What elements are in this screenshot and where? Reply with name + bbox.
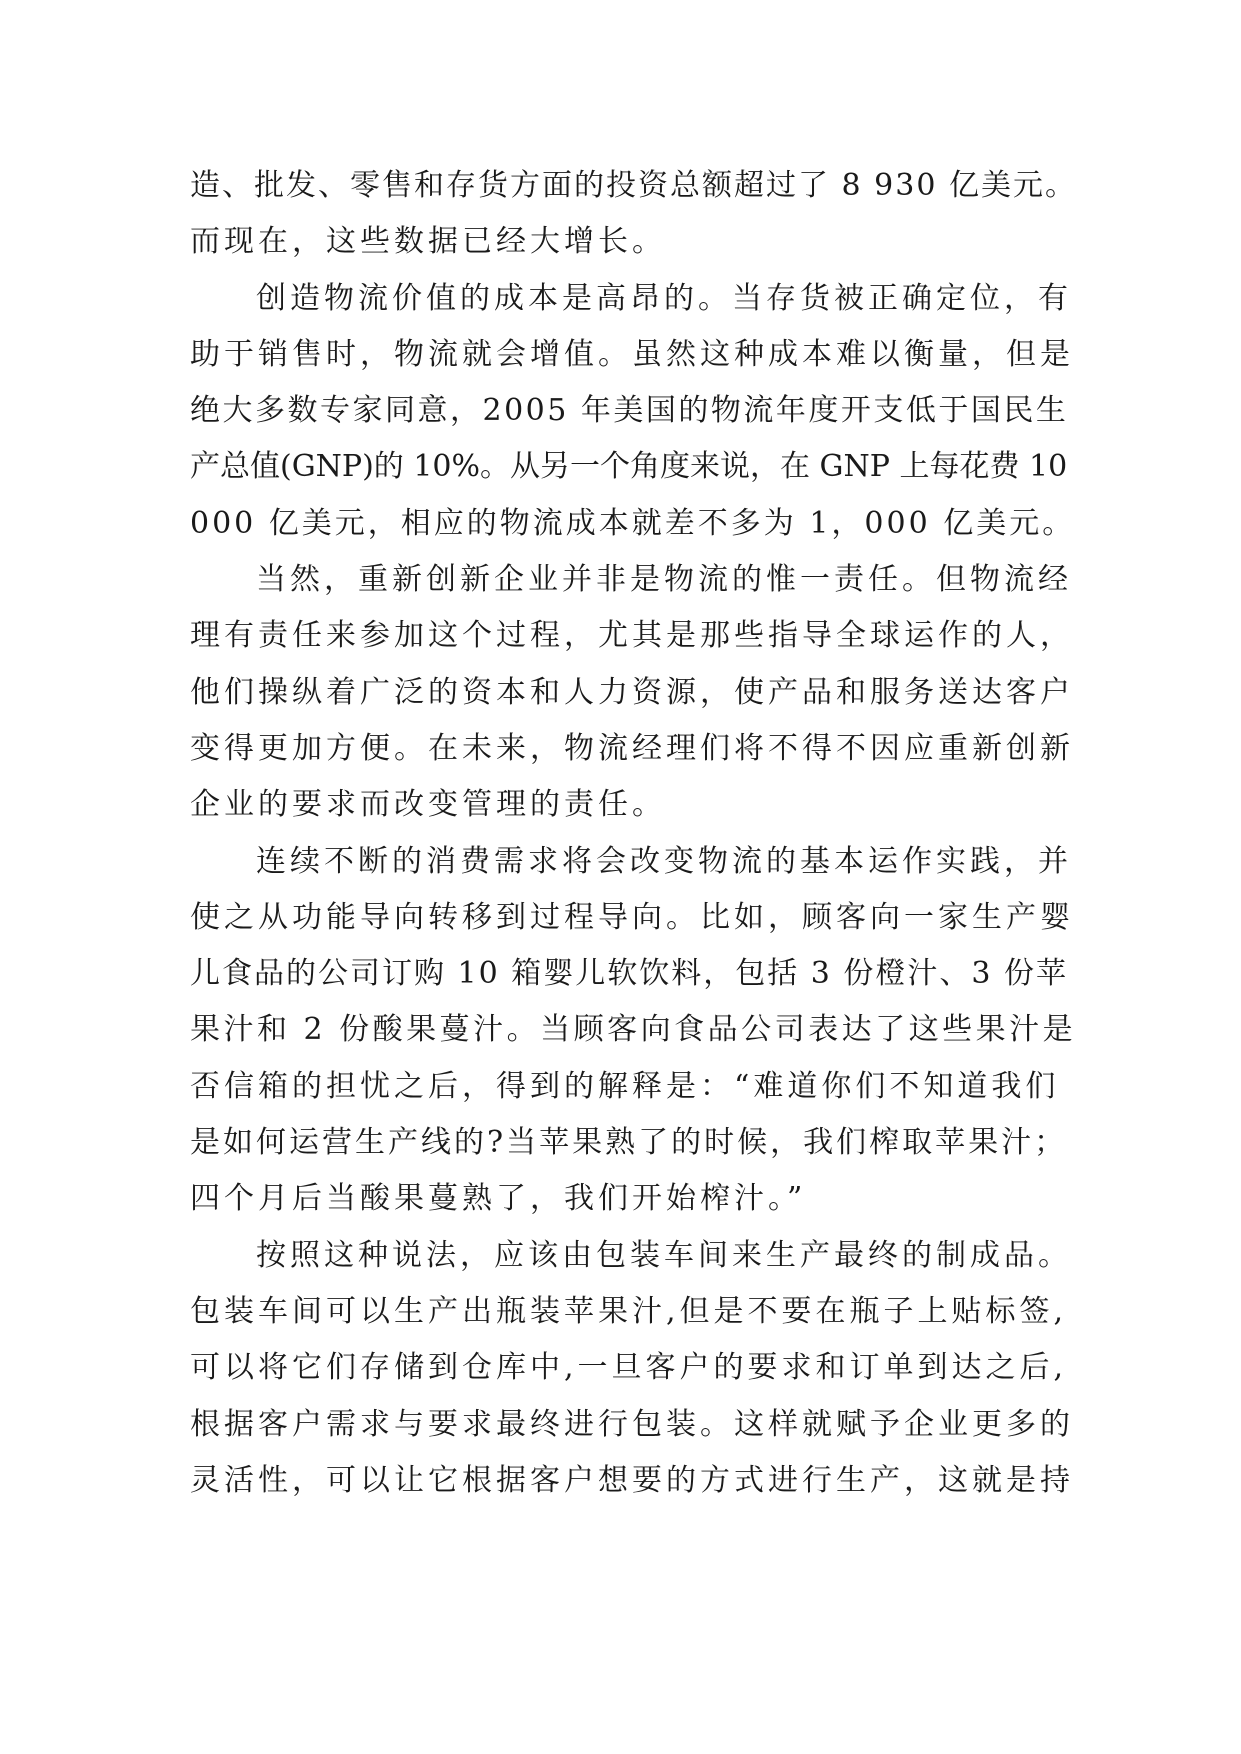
text-line: 企业的要求而改变管理的责任。 bbox=[190, 787, 666, 823]
text-line: 包装车间可以生产出瓶装苹果汁,但是不要在瓶子上贴标签, bbox=[190, 1293, 1068, 1329]
text-line: 是如何运营生产线的?当苹果熟了的时候，我们榨取苹果汁； bbox=[190, 1125, 1068, 1161]
text-line: 四个月后当酸果蔓熟了，我们开始榨汁。” bbox=[190, 1181, 807, 1217]
paragraph-first-line: 按照这种说法，应该由包装车间来生产最终的制成品。 bbox=[256, 1237, 1072, 1273]
text-line: 否信箱的担忧之后，得到的解释是：“难道你们不知道我们 bbox=[190, 1068, 1060, 1104]
text-line: 灵活性，可以让它根据客户想要的方式进行生产，这就是持 bbox=[190, 1462, 1074, 1498]
text-line: 儿食品的公司订购 10 箱婴儿软饮料，包括 3 份橙汁、3 份苹 bbox=[190, 956, 1069, 992]
text-line: 理有责任来参加这个过程，尤其是那些指导全球运作的人， bbox=[190, 618, 1074, 654]
body-text bbox=[190, 158, 1077, 1509]
text-line: 变得更加方便。在未来，物流经理们将不得不因应重新创新 bbox=[190, 730, 1074, 766]
paragraph-first-line: 连续不断的消费需求将会改变物流的基本运作实践，并 bbox=[256, 843, 1072, 879]
text-line: 造、批发、零售和存货方面的投资总额超过了 8 930 亿美元。 bbox=[190, 168, 1077, 203]
text-line: 而现在，这些数据已经大增长。 bbox=[190, 224, 666, 260]
text-line: 他们操纵着广泛的资本和人力资源，使产品和服务送达客户 bbox=[190, 674, 1074, 710]
text-line: 产总值(GNP)的 10%。从另一个角度来说，在 GNP 上每花费 10 bbox=[190, 449, 1068, 485]
text-line: 000 亿美元，相应的物流成本就差不多为 1，000 亿美元。 bbox=[190, 505, 1076, 541]
text-line: 助于销售时，物流就会增值。虽然这种成本难以衡量，但是 bbox=[190, 336, 1074, 372]
text-line: 根据客户需求与要求最终进行包装。这样就赋予企业更多的 bbox=[190, 1406, 1074, 1442]
paragraph-first-line: 当然，重新创新企业并非是物流的惟一责任。但物流经 bbox=[256, 562, 1072, 598]
text-line: 可以将它们存储到仓库中,一旦客户的要求和订单到达之后, bbox=[190, 1350, 1068, 1386]
text-line: 绝大多数专家同意，2005 年美国的物流年度开支低于国民生 bbox=[190, 393, 1069, 429]
paragraph-first-line: 创造物流价值的成本是高昂的。当存货被正确定位，有 bbox=[256, 280, 1072, 316]
text-line: 果汁和 2 份酸果蔓汁。当顾客向食品公司表达了这些果汁是 bbox=[190, 1012, 1077, 1048]
text-line: 使之从功能导向转移到过程导向。比如，顾客向一家生产婴 bbox=[190, 899, 1074, 935]
